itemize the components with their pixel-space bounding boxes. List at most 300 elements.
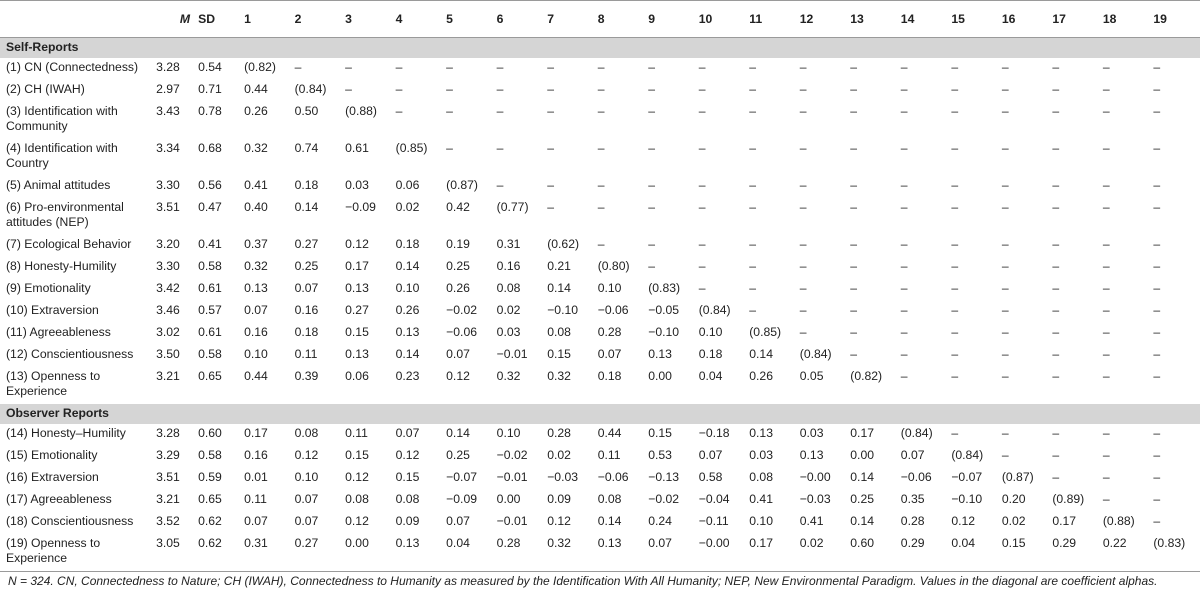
correlation-cell: 0.10 [749,514,773,528]
mean-cell: 3.50 [156,347,180,361]
correlation-cell: – [446,104,453,118]
correlation-cell: – [951,141,959,155]
row-label: (9) Emotionality [6,281,91,295]
correlation-cell: (0.82) [244,60,276,74]
correlation-cell: – [698,178,706,192]
correlation-cell: 0.39 [294,369,319,383]
correlation-cell: −0.06 [900,470,932,484]
correlation-cell: – [799,303,807,317]
correlation-cell: – [850,200,858,214]
sd-cell: 0.56 [198,178,222,192]
correlation-cell: 0.32 [244,141,268,155]
correlation-cell: 0.32 [244,259,268,273]
correlation-cell: (0.84) [698,303,731,317]
correlation-cell: – [648,200,655,214]
correlation-cell: −0.13 [648,470,680,484]
correlation-cell: −0.09 [446,492,477,506]
correlation-cell: 0.12 [345,514,369,528]
correlation-cell: – [749,237,757,251]
correlation-cell: – [900,141,908,155]
correlation-cell: – [900,259,908,273]
correlation-cell: – [698,237,706,251]
correlation-cell: – [446,82,453,96]
correlation-cell: 0.07 [597,347,622,361]
correlation-cell: 0.22 [1099,534,1150,572]
correlation-cell: (0.84) [951,448,984,462]
correlation-cell: 0.02 [796,534,847,572]
table-row [0,235,1200,257]
correlation-cell: (0.84) [900,426,933,440]
correlation-cell: – [1001,259,1009,273]
correlation-cell: 0.07 [698,448,723,462]
correlation-cell: – [395,82,403,96]
correlation-cell: 0.14 [446,426,470,440]
table-row [0,345,1200,367]
correlation-cell: 0.08 [547,325,571,339]
correlation-cell: – [547,104,554,118]
correlation-cell: – [1052,303,1060,317]
correlation-cell: 0.29 [1048,534,1099,572]
correlation-cell: – [850,82,858,96]
correlation-cell: – [799,281,807,295]
correlation-cell: – [951,347,959,361]
correlation-cell: – [597,82,605,96]
correlation-cell: – [446,60,453,74]
correlation-cell: (0.84) [799,347,832,361]
correlation-cell: – [799,259,807,273]
correlation-cell: – [1102,470,1110,484]
correlation-cell: 0.12 [294,448,319,462]
correlation-cell: – [1102,303,1110,317]
correlation-cell: – [294,60,302,74]
sd-cell: 0.71 [198,82,222,96]
correlation-cell: 0.13 [799,448,824,462]
correlation-cell: – [648,178,655,192]
sd-cell: 0.54 [198,60,222,74]
correlation-cell: – [1052,60,1060,74]
table-row [0,198,1200,235]
sd-cell: 0.65 [198,492,222,506]
correlation-cell: – [749,178,757,192]
correlation-cell: 0.26 [446,281,470,295]
correlation-cell: – [698,104,706,118]
correlation-cell: 0.12 [345,470,369,484]
correlation-cell: (0.80) [597,259,630,273]
correlation-cell: 0.27 [294,237,319,251]
correlation-cell: – [951,237,959,251]
correlation-cell: – [799,104,807,118]
correlation-cell: – [951,82,959,96]
correlation-cell: 0.44 [597,426,622,440]
correlation-cell: 0.12 [951,514,976,528]
correlation-cell: (0.89) [1052,492,1085,506]
correlation-cell: 0.08 [294,426,319,440]
correlation-cell: – [1102,492,1110,506]
column-header: 5 [442,1,493,38]
correlation-cell: 0.28 [547,426,571,440]
column-header: 13 [846,1,897,38]
correlation-cell: 0.04 [698,369,723,383]
correlation-cell: 0.17 [244,426,268,440]
mean-cell: 3.34 [156,141,180,155]
correlation-cell: – [1001,303,1009,317]
section-header-row [0,404,1200,424]
row-label: (4) Identification with Country [6,141,118,170]
correlation-cell: – [1153,303,1161,317]
correlation-cell: 0.17 [345,259,369,273]
mean-cell: 3.30 [156,178,180,192]
correlation-cell: 0.50 [294,104,319,118]
correlation-cell: – [850,60,858,74]
correlation-cell: – [1001,104,1009,118]
correlation-cell: 0.13 [345,347,369,361]
correlation-cell: – [1153,514,1161,528]
correlation-cell: – [597,237,605,251]
column-header: 12 [796,1,847,38]
correlation-cell: 0.14 [749,347,773,361]
correlation-cell: – [951,281,959,295]
sd-cell: 0.65 [198,369,222,383]
correlation-cell: 0.07 [294,492,319,506]
correlation-cell: 0.13 [594,534,645,572]
correlation-cell: – [850,104,858,118]
correlation-cell: 0.17 [1052,514,1077,528]
correlation-cell: – [1052,82,1060,96]
correlation-cell: −0.02 [446,303,477,317]
sd-cell: 0.61 [198,281,222,295]
sd-cell: 0.60 [198,426,222,440]
row-label: (11) Agreeableness [6,325,111,339]
correlation-cell: – [900,82,908,96]
correlation-cell: 0.08 [749,470,773,484]
sd-cell: 0.78 [198,104,222,118]
sd-cell: 0.68 [198,141,222,155]
column-header: 1 [240,1,291,38]
correlation-cell: 0.13 [392,534,443,572]
header-blank-cell [0,1,152,38]
correlation-cell: – [900,178,908,192]
correlation-cell: 0.18 [294,178,319,192]
correlation-cell: 0.41 [799,514,824,528]
correlation-cell: – [1001,281,1009,295]
correlation-cell: 0.18 [395,237,420,251]
column-header: 3 [341,1,392,38]
correlation-cell: 0.11 [294,347,318,361]
row-label: (14) Honesty–Humility [6,426,126,440]
correlation-cell: 0.08 [496,281,521,295]
correlation-cell: – [496,141,504,155]
correlation-cell: (0.88) [345,104,377,118]
correlation-cell: −0.07 [446,470,477,484]
correlation-cell: 0.14 [547,281,571,295]
correlation-cell: −0.01 [496,347,528,361]
correlation-cell: 0.13 [345,281,369,295]
correlation-cell: 0.11 [345,426,368,440]
row-label: (10) Extraversion [6,303,99,317]
correlation-cell: – [698,259,706,273]
table-row [0,58,1200,80]
sd-cell: 0.59 [198,470,222,484]
correlation-cell: −0.10 [951,492,983,506]
correlation-cell: – [496,104,504,118]
correlation-cell: 0.06 [345,369,369,383]
correlation-cell: 0.17 [745,534,796,572]
correlation-cell: 0.40 [244,200,268,214]
correlation-cell: 0.02 [547,448,571,462]
correlation-cell: (0.83) [1149,534,1200,572]
correlation-cell: −0.11 [698,514,729,528]
correlation-cell: – [1102,60,1110,74]
row-label: (17) Agreeableness [6,492,112,506]
correlation-cell: – [1001,448,1009,462]
column-header: 6 [493,1,544,38]
correlation-cell: – [749,82,757,96]
correlation-cell: – [1153,448,1161,462]
correlation-cell: (0.87) [446,178,478,192]
sd-cell: 0.57 [198,303,222,317]
correlation-cell: – [698,60,706,74]
correlation-cell: −0.06 [597,303,629,317]
correlation-cell: – [597,200,605,214]
correlation-cell: – [547,60,554,74]
correlation-cell: – [799,200,807,214]
correlation-cell: – [1102,82,1110,96]
column-header: 11 [745,1,796,38]
correlation-cell: 0.03 [345,178,369,192]
correlation-cell: 0.27 [345,303,369,317]
column-header: SD [194,1,240,38]
correlation-cell: – [1153,141,1161,155]
correlation-cell: 0.03 [749,448,773,462]
correlation-cell: −0.04 [698,492,730,506]
correlation-cell: 0.13 [648,347,672,361]
correlation-cell: 0.15 [345,448,369,462]
correlation-cell: 0.58 [698,470,723,484]
row-label: (18) Conscientiousness [6,514,134,528]
row-label: (1) CN (Connectedness) [6,60,139,74]
section-title: Observer Reports [0,404,1200,424]
column-header: 15 [947,1,998,38]
row-label: (7) Ecological Behavior [6,237,132,251]
correlation-cell: 0.09 [395,514,420,528]
correlation-cell: – [1052,426,1060,440]
correlation-cell: 0.28 [900,514,925,528]
table-row [0,301,1200,323]
correlation-cell: 0.25 [446,448,470,462]
correlation-cell: −0.18 [698,426,730,440]
correlation-cell: – [1153,470,1161,484]
correlation-cell: −0.02 [496,448,528,462]
mean-cell: 3.29 [156,448,180,462]
column-header: 10 [695,1,746,38]
correlation-cell: – [900,200,908,214]
table-row [0,367,1200,404]
correlation-cell: (0.77) [496,200,529,214]
correlation-cell: 0.07 [294,281,319,295]
correlation-cell: 0.44 [244,369,268,383]
correlation-cell: 0.15 [395,470,420,484]
row-label: (15) Emotionality [6,448,98,462]
column-header: 4 [392,1,443,38]
correlation-cell: – [1102,104,1110,118]
correlation-cell: – [547,178,554,192]
column-header: 9 [644,1,695,38]
correlation-cell: 0.24 [648,514,672,528]
correlation-cell: – [799,178,807,192]
correlation-cell: 0.06 [395,178,420,192]
correlation-cell: – [648,259,655,273]
correlation-cell: 0.35 [900,492,925,506]
correlation-cell: −0.06 [446,325,477,339]
correlation-cell: −0.01 [496,514,528,528]
correlation-cell: – [799,82,807,96]
correlation-cell: 0.07 [294,514,319,528]
correlation-cell: 0.60 [846,534,897,572]
correlation-cell: – [799,325,807,339]
correlation-cell: 0.41 [244,178,268,192]
column-header: 2 [291,1,342,38]
column-header: 17 [1048,1,1099,38]
correlation-cell: – [951,426,959,440]
correlation-cell: – [1153,60,1161,74]
mean-cell: 3.30 [156,259,180,273]
table-row [0,446,1200,468]
correlation-cell: 0.11 [597,448,621,462]
correlation-cell: 0.10 [244,347,268,361]
correlation-cell: 0.26 [749,369,773,383]
correlation-cell: – [951,259,959,273]
correlation-cell: 0.14 [850,514,875,528]
correlation-cell: 0.12 [395,448,420,462]
correlation-cell: – [1052,448,1060,462]
correlation-cell: – [547,200,554,214]
table-row [0,512,1200,534]
correlation-cell: – [648,82,655,96]
correlation-cell: – [345,82,352,96]
correlation-cell: 0.26 [395,303,420,317]
correlation-cell: (0.87) [1001,470,1034,484]
correlation-cell: 0.09 [547,492,571,506]
correlation-cell: – [749,200,757,214]
correlation-cell: 0.08 [597,492,622,506]
correlation-cell: – [648,104,655,118]
correlation-cell: 0.00 [850,448,875,462]
correlation-cell: 0.28 [493,534,544,572]
sd-cell: 0.58 [198,347,222,361]
correlation-cell: – [1102,259,1110,273]
correlation-cell: 0.16 [244,448,268,462]
correlation-cell: −0.09 [345,200,376,214]
correlation-cell: – [597,178,605,192]
correlation-cell: 0.25 [294,259,319,273]
correlation-cell: – [749,259,757,273]
column-header: 19 [1149,1,1200,38]
correlation-cell: 0.12 [446,369,470,383]
correlation-cell: 0.44 [244,82,268,96]
correlation-cell: 0.28 [597,325,622,339]
correlation-cell: – [850,281,858,295]
correlation-cell: 0.04 [947,534,998,572]
correlation-cell: 0.01 [244,470,268,484]
correlation-cell: – [496,178,504,192]
correlation-cell: – [547,141,554,155]
row-label: (5) Animal attitudes [6,178,111,192]
correlation-cell: 0.10 [597,281,622,295]
correlation-cell: – [1102,369,1110,383]
column-header: 18 [1099,1,1150,38]
correlation-cell: – [1052,325,1060,339]
correlation-cell: (0.62) [547,237,580,251]
correlation-cell: – [1001,141,1009,155]
correlation-cell: −0.03 [547,470,579,484]
correlation-cell: – [1001,60,1009,74]
correlation-cell: −0.00 [695,534,746,572]
column-header: 16 [998,1,1049,38]
table-row [0,323,1200,345]
correlation-cell: 0.00 [648,369,672,383]
correlation-cell: 0.32 [496,369,521,383]
sd-cell: 0.47 [198,200,222,214]
correlation-cell: – [1102,141,1110,155]
correlation-cell: – [900,237,908,251]
correlation-cell: 0.04 [442,534,493,572]
correlation-cell: – [1102,347,1110,361]
correlation-cell: – [1052,178,1060,192]
correlation-cell: 0.07 [244,514,268,528]
correlation-cell: −0.06 [597,470,629,484]
correlation-cell: – [1052,104,1060,118]
table-row [0,139,1200,176]
column-header: 8 [594,1,645,38]
column-header: 14 [897,1,948,38]
correlation-cell: – [1102,426,1110,440]
correlation-cell: – [1153,237,1161,251]
table-row [0,80,1200,102]
correlation-cell: 0.16 [294,303,319,317]
correlation-cell: – [900,104,908,118]
correlation-cell: – [951,178,959,192]
mean-cell: 3.05 [152,534,194,572]
row-label: (19) Openness to Experience [0,534,152,572]
correlation-cell: – [951,60,959,74]
correlation-cell: −0.07 [951,470,983,484]
correlation-cell: – [850,237,858,251]
correlation-cell: – [446,141,453,155]
correlation-cell: – [1001,325,1009,339]
correlation-cell: 0.18 [597,369,622,383]
correlation-cell: 0.29 [897,534,948,572]
mean-cell: 3.20 [156,237,180,251]
correlation-cell: – [799,237,807,251]
correlation-cell: – [1153,325,1161,339]
correlation-cell: – [698,82,706,96]
correlation-cell: 0.03 [799,426,824,440]
correlation-cell: – [1102,200,1110,214]
correlation-cell: – [900,281,908,295]
correlation-cell: 0.37 [244,237,268,251]
table-row [0,534,1200,572]
row-label: (3) Identification with Community [6,104,118,133]
mean-cell: 3.42 [156,281,180,295]
mean-cell: 3.28 [156,426,180,440]
sd-cell: 0.61 [198,325,222,339]
correlation-cell: 0.07 [644,534,695,572]
correlation-cell: 0.18 [698,347,723,361]
correlation-cell: 0.23 [395,369,420,383]
correlation-cell: 0.42 [446,200,470,214]
correlation-cell: 0.61 [345,141,369,155]
correlation-cell: 0.31 [496,237,521,251]
